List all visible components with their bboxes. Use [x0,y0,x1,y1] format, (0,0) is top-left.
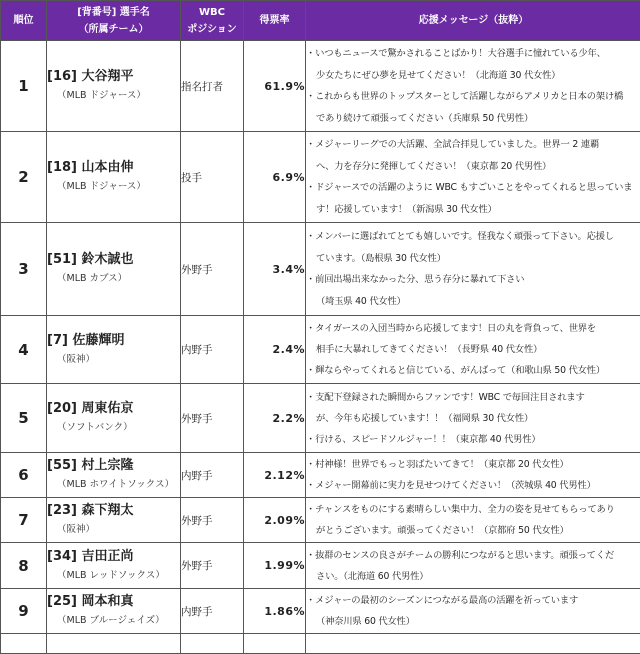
position-cell: 外野手 [181,384,244,453]
rate-cell: 2.12% [244,453,306,498]
rank-cell: 8 [1,543,47,589]
rate-cell: 2.4% [244,316,306,384]
header-position-line2: ポジション [181,21,243,38]
message [306,545,640,587]
table-row [1,498,640,543]
message-line2: であり続けて頑張ってください（兵庫県 50 代男性） [306,108,640,130]
position-cell: 内野手 [181,453,244,498]
message-line1: ・いつもニュースで驚かされることばかり！大谷選手に憧れている少年、 [306,48,606,59]
header-rate: 得票率 [244,1,306,41]
rank-cell [1,634,47,654]
player-cell [47,453,181,498]
messages-cell [306,543,640,589]
player-team: （MLB ドジャース） [47,178,180,196]
player-cell [47,316,181,384]
player-name: [55] 村上宗隆 [47,456,180,476]
rank-cell: 1 [1,41,47,132]
rate-cell [244,634,306,654]
message-line2: （神奈川県 60 代女性） [306,611,640,632]
rank-cell: 5 [1,384,47,453]
message-line1: ・メンバーに選ばれてとても嬉しいです。怪我なく頑張って下さい。応援し [306,231,614,242]
message-line2: す！応援しています！（新潟県 30 代女性） [306,199,640,221]
message-line2: （埼玉県 40 代女性） [306,291,640,313]
table-row [1,589,640,634]
message-line2: さい。（北海道 60 代男性） [306,566,640,587]
player-name: [23] 森下翔太 [47,501,180,521]
position-cell: 外野手 [181,223,244,316]
player-cell [47,543,181,589]
position-cell: 指名打者 [181,41,244,132]
table-row [1,223,640,316]
message-line2: ています。（島根県 30 代女性） [306,248,640,270]
player-name: [16] 大谷翔平 [47,67,180,87]
message-line1: ・前回出場出来なかった分、思う存分に暴れて下さい [306,274,524,285]
rate-cell: 6.9% [244,132,306,223]
position-cell: 内野手 [181,589,244,634]
header-rank: 順位 [1,1,47,41]
message-line1: ・輝ならやってくれると信じている、がんばって（和歌山県 50 代女性） [306,365,605,376]
header-player [47,1,181,41]
message-line1: ・支配下登録された瞬間からファンです！WBC で毎回注目されます [306,392,585,403]
player-cell [47,41,181,132]
player-name: [25] 岡本和真 [47,592,180,612]
message-line1: ・村神様！世界でもっと羽ばたいてきて！（東京都 20 代女性） [306,459,569,470]
table-row [1,384,640,453]
message [306,269,640,312]
player-team: （MLB ドジャース） [47,87,180,105]
message-line1: ・チャンスをものにする素晴らしい集中力、全力の姿を見せてもらってあり [306,504,615,515]
position-cell: 内野手 [181,316,244,384]
message [306,429,640,450]
messages-cell [306,498,640,543]
position-cell: 投手 [181,132,244,223]
position-cell: 外野手 [181,498,244,543]
message [306,590,640,632]
player-team: （ソフトバンク） [47,419,180,437]
position-cell [181,634,244,654]
table-row [1,453,640,498]
message [306,226,640,269]
player-name: [7] 佐藤輝明 [47,331,180,351]
message [306,177,640,220]
player-cell [47,589,181,634]
rate-cell: 2.09% [244,498,306,543]
message-line1: ・メジャーの最初のシーズンにつながる最高の活躍を祈っています [306,595,578,606]
messages-cell [306,634,640,654]
rate-cell: 61.9% [244,41,306,132]
player-name: [20] 周東佑京 [47,399,180,419]
rank-cell: 3 [1,223,47,316]
rate-cell: 3.4% [244,223,306,316]
message-line1: ・これからも世界のトップスターとして活躍しながらアメリカと日本の架け橋 [306,91,623,102]
player-team: （MLB レッドソックス） [47,567,180,585]
message [306,86,640,129]
rank-cell: 4 [1,316,47,384]
player-cell [47,634,181,654]
message [306,387,640,429]
message-line2: がとうございます。頑張ってください！（京都府 50 代女性） [306,520,640,541]
messages-cell [306,384,640,453]
table-row [1,316,640,384]
message [306,134,640,177]
player-name: [34] 吉田正尚 [47,547,180,567]
header-player-line1: [背番号] 選手名 [47,4,180,21]
table-row [1,132,640,223]
message-line1: ・抜群のセンスの良さがチームの勝利につながると思います。頑張ってくだ [306,550,614,561]
message [306,475,640,496]
message-line2: へ、力を存分に発揮してください！（東京都 20 代男性） [306,156,640,178]
header-messages: 応援メッセージ（抜粋） [306,1,640,41]
message-line1: ・メジャーリーグでの大活躍、全試合拝見していました。世界一 2 連覇 [306,139,599,150]
table-row [1,41,640,132]
player-cell [47,384,181,453]
message-line1: ・メジャー開幕前に実力を見せつけてください！（茨城県 40 代男性） [306,480,596,491]
rate-cell: 1.86% [244,589,306,634]
message-line1: ・行ける、スピードソルジャー！！（東京都 40 代男性） [306,434,540,445]
rate-cell: 1.99% [244,543,306,589]
player-cell [47,223,181,316]
player-cell [47,498,181,543]
rank-cell: 6 [1,453,47,498]
player-cell [47,132,181,223]
messages-cell [306,589,640,634]
header-position-line1: WBC [181,4,243,21]
player-team: （阪神） [47,521,180,539]
header-row [1,1,640,41]
rank-cell: 2 [1,132,47,223]
rank-cell: 9 [1,589,47,634]
header-player-line2: （所属チーム） [47,21,180,38]
message-line1: ・タイガースの入団当時から応援してます！日の丸を背負って、世界を [306,323,596,334]
message [306,318,640,360]
message-line2: 相手に大暴れしてきてください！（長野県 40 代女性） [306,339,640,360]
rate-cell: 2.2% [244,384,306,453]
player-name: [18] 山本由伸 [47,158,180,178]
message-line2: が、今年も応援しています！！（福岡県 30 代女性） [306,408,640,429]
player-team: （MLB ホワイトソックス） [47,476,180,494]
player-name: [51] 鈴木誠也 [47,250,180,270]
messages-cell [306,453,640,498]
header-position [181,1,244,41]
player-team: （MLB ブルージェイズ） [47,612,180,630]
table-row-partial [1,634,640,654]
message [306,360,640,381]
position-cell: 外野手 [181,543,244,589]
messages-cell [306,132,640,223]
message [306,499,640,541]
player-team: （阪神） [47,351,180,369]
messages-cell [306,223,640,316]
table-row [1,543,640,589]
message [306,454,640,475]
rank-cell: 7 [1,498,47,543]
message-line1: ・ドジャースでの活躍のように WBC もすごいことをやってくれると思っていま [306,182,632,193]
messages-cell [306,41,640,132]
messages-cell [306,316,640,384]
player-team: （MLB カブス） [47,270,180,288]
message [306,43,640,86]
message-line2: 少女たちにぜひ夢を見せてください！（北海道 30 代女性） [306,65,640,87]
